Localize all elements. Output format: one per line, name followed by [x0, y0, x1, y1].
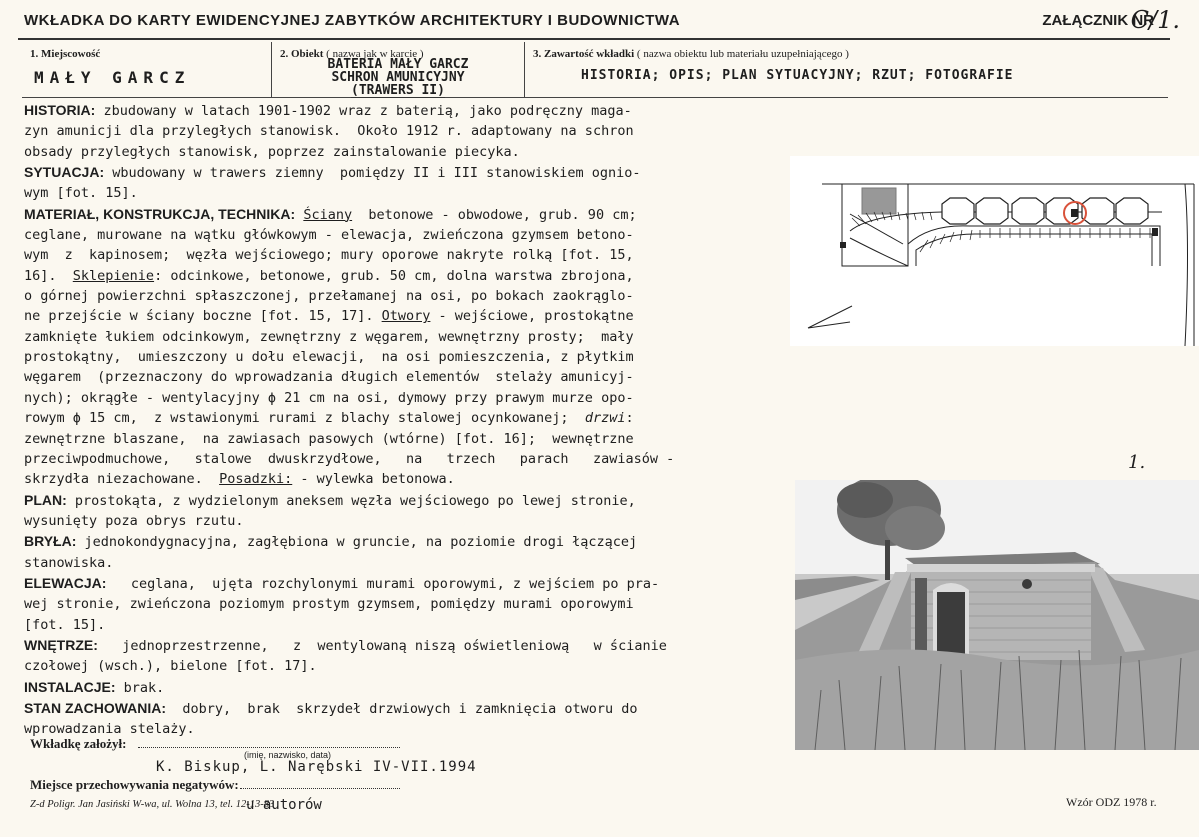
text-segment: zamknięte łukiem odcinkowym, zewnętrzny z węgarem, wewnętrzny prosty; mały	[24, 328, 634, 345]
text-line	[24, 677, 794, 698]
text-line	[24, 553, 794, 573]
shelter-photo-svg	[795, 480, 1199, 750]
text-segment: dobry, brak skrzydeł drzwiowych i zamknięcia otworu do	[166, 700, 638, 717]
field-object-line: (TRAWERS II)	[351, 83, 445, 98]
section-heading: STAN ZACHOWANIA:	[24, 699, 167, 716]
text-segment: wym [fot. 15].	[24, 185, 138, 202]
printer-info: Z-d Poligr. Jan Jasiński W-wa, ul. Wolna 13, tel. 12-13-83	[30, 799, 275, 810]
text-segment: obsady przyległych stanowisk, poprzez zainstalowanie piecyka.	[24, 143, 520, 160]
annex-label: ZAŁĄCZNIK NR	[1042, 12, 1154, 29]
field-object	[271, 42, 524, 98]
header-fields	[22, 42, 1168, 98]
text-segment: zbudowany w latach 1901-1902 wraz z baterią, jako podręczny maga-	[95, 103, 632, 119]
form-id: Wzór ODZ 1978 r.	[1066, 795, 1157, 809]
field-locality	[22, 42, 271, 98]
text-segment: Otwory	[381, 308, 431, 325]
gun-positions	[942, 198, 1148, 224]
text-line	[24, 142, 794, 162]
text-segment: skrzydła niezachowane.	[24, 471, 220, 488]
text-line	[24, 594, 794, 614]
text-line	[24, 719, 794, 739]
negatives-value: u autorów	[246, 797, 322, 813]
text-segment: wym z kapinosem; węzła wejściowego; mury oporowe nakryte rolką [fot. 15,	[24, 247, 634, 264]
text-line	[24, 429, 794, 449]
field-locality-label: 1. Miejscowość	[30, 48, 101, 60]
text-segment: ceglane, murowane na wątku główkowym - elewacja, zwieńczona gzymsem betono-	[24, 227, 634, 244]
text-line	[24, 635, 794, 656]
field-object-label-main: 2. Obiekt	[280, 48, 324, 60]
text-line	[24, 698, 794, 719]
text-segment: nych); okrągłe - wentylacyjny ϕ 21 cm na osi, dymowy przy prawym murze opo-	[24, 389, 634, 406]
text-line	[24, 245, 794, 265]
text-segment: prostokąta, z wydzielonym aneksem węzła wejściowego po lewej stronie,	[66, 492, 636, 509]
form-header	[18, 6, 1188, 40]
shelter-photo	[795, 480, 1199, 750]
text-segment: zewnętrzne blaszane, na zawiasach pasowych (wtórne) [fot. 16]; wewnętrzne	[24, 430, 634, 447]
text-line	[24, 388, 794, 408]
text-line	[24, 100, 794, 121]
text-segment: [fot. 15].	[24, 616, 106, 633]
text-line	[24, 573, 794, 594]
text-segment: - wejściowe, prostokątne	[430, 308, 634, 325]
field-content-label	[533, 48, 1160, 60]
site-plan-drawing	[790, 156, 1199, 346]
site-plan-svg	[790, 156, 1199, 346]
field-object-line: BATERIA MAŁY GARCZ	[327, 57, 469, 72]
text-segment: wysunięty poza obrys rzutu.	[24, 512, 244, 529]
field-content-label-main: 3. Zawartość wkładki	[533, 48, 635, 60]
header-rule	[18, 38, 1170, 40]
text-segment: ne przejście w ściany boczne [fot. 15, 17].	[24, 308, 382, 325]
authors: K. Biskup, L. Narębski IV-VII.1994	[156, 759, 477, 775]
text-line	[24, 408, 794, 428]
text-line	[24, 531, 794, 552]
negatives-dotted-line	[240, 788, 400, 789]
text-segment: brak.	[115, 679, 165, 696]
field-content-value: HISTORIA; OPIS; PLAN SYTUACYJNY; RZUT; FOTOGRAFIE	[581, 68, 1014, 83]
text-line	[24, 183, 794, 203]
field-locality-value: MAŁY GARCZ	[34, 68, 191, 87]
text-segment: jednoprzestrzenne, z wentylowaną niszą oświetleniową w ścianie	[97, 637, 667, 654]
section-heading: WNĘTRZE:	[24, 636, 98, 653]
made-by-label: Wkładkę założył:	[30, 736, 127, 751]
text-line	[24, 449, 794, 469]
section-heading: ELEWACJA:	[24, 574, 107, 591]
field-content	[524, 42, 1168, 98]
text-segment: zyn amunicji dla przyległych stanowisk. Około 1912 r. adaptowany na schron	[24, 123, 634, 140]
text-line	[24, 162, 794, 183]
text-segment: o górnej powierzchni spłaszczonej, przełamanej na osi, po bokach zaokrąglo-	[24, 288, 634, 305]
text-segment: przeciwpodmuchowe, stalowe dwuskrzydłowe, na trzech parach zawiasów -	[24, 450, 675, 467]
text-line	[24, 121, 794, 141]
shelter-marker	[1071, 209, 1078, 217]
text-segment: 16].	[24, 267, 73, 284]
negatives-label: Miejsce przechowywania negatywów:	[30, 777, 239, 792]
text-line	[24, 347, 794, 367]
text-segment: węgarem (przeznaczony do wprowadzania długich elementów stelaży amunicyj-	[24, 369, 634, 386]
field-object-value	[280, 58, 516, 98]
made-by-hint: (imię, nazwisko, data)	[244, 750, 332, 760]
text-segment: wej stronie, zwieńczona poziomym prostym gzymsem, pomiędzy murami oporowymi	[24, 596, 634, 613]
form-title: WKŁADKA DO KARTY EWIDENCYJNEJ ZABYTKÓW ARCHITEKTURY I BUDOWNICTWA	[24, 12, 681, 29]
text-segment: : odcinkowe, betonowe, grub. 50 cm, dolna warstwa zbrojona,	[154, 267, 634, 284]
section-heading: PLAN:	[24, 491, 67, 508]
text-line	[24, 511, 794, 531]
text-line	[24, 367, 794, 387]
text-line	[24, 286, 794, 306]
text-segment: ceglana, ujęta rozchylonymi murami oporowymi, z wejściem po pra-	[106, 575, 660, 592]
text-segment: Posadzki:	[219, 471, 293, 488]
text-line	[24, 327, 794, 347]
text-segment: wbudowany w trawers ziemny pomiędzy II i III stanowiskiem ognio-	[104, 165, 641, 182]
text-segment: :	[625, 410, 634, 427]
text-segment: prostokątny, umieszczony u dołu elewacji, na osi pomieszczenia, z płytkim	[24, 349, 634, 366]
field-object-line: SCHRON AMUNICYJNY	[331, 70, 465, 85]
text-segment: drzwi	[584, 410, 626, 427]
text-segment: stanowiska.	[24, 554, 114, 571]
text-line	[24, 225, 794, 245]
text-line	[24, 490, 794, 511]
text-segment: - wylewka betonowa.	[292, 471, 455, 488]
text-segment: Sklepienie	[72, 267, 155, 284]
text-segment: czołowej (wsch.), bielone [fot. 17].	[24, 658, 317, 675]
field-object-label-sub: ( nazwa jak w karcie )	[326, 48, 424, 60]
text-line	[24, 615, 794, 635]
text-segment: rowym ϕ 15 cm, z wstawionymi rurami z blachy stalowej ocynkowanej;	[24, 410, 585, 427]
section-heading: INSTALACJE:	[24, 678, 116, 695]
annex-number: C/1.	[1130, 6, 1180, 34]
text-line	[24, 656, 794, 676]
text-line	[24, 266, 794, 286]
text-line	[24, 306, 794, 326]
section-heading: HISTORIA:	[24, 102, 96, 118]
section-heading: SYTUACJA:	[24, 164, 105, 181]
section-heading: MATERIAŁ, KONSTRUKCJA, TECHNIKA:	[24, 205, 296, 222]
field-content-label-sub: ( nazwa obiektu lub materiału uzupełniającego )	[636, 48, 849, 60]
figure-number: 1.	[1128, 452, 1146, 473]
description-text	[24, 100, 794, 740]
section-heading: BRYŁA:	[24, 533, 77, 550]
made-by-dotted-line	[138, 747, 400, 748]
text-segment: jednokondygnacyjna, zagłębiona w gruncie, na poziomie drogi łączącej	[76, 534, 638, 551]
text-segment: betonowe - obwodowe, grub. 90 cm;	[352, 206, 637, 223]
text-segment: wprowadzania stelaży.	[24, 721, 195, 738]
text-segment: Ściany	[303, 206, 353, 223]
text-line	[24, 469, 794, 489]
text-line	[24, 204, 794, 225]
